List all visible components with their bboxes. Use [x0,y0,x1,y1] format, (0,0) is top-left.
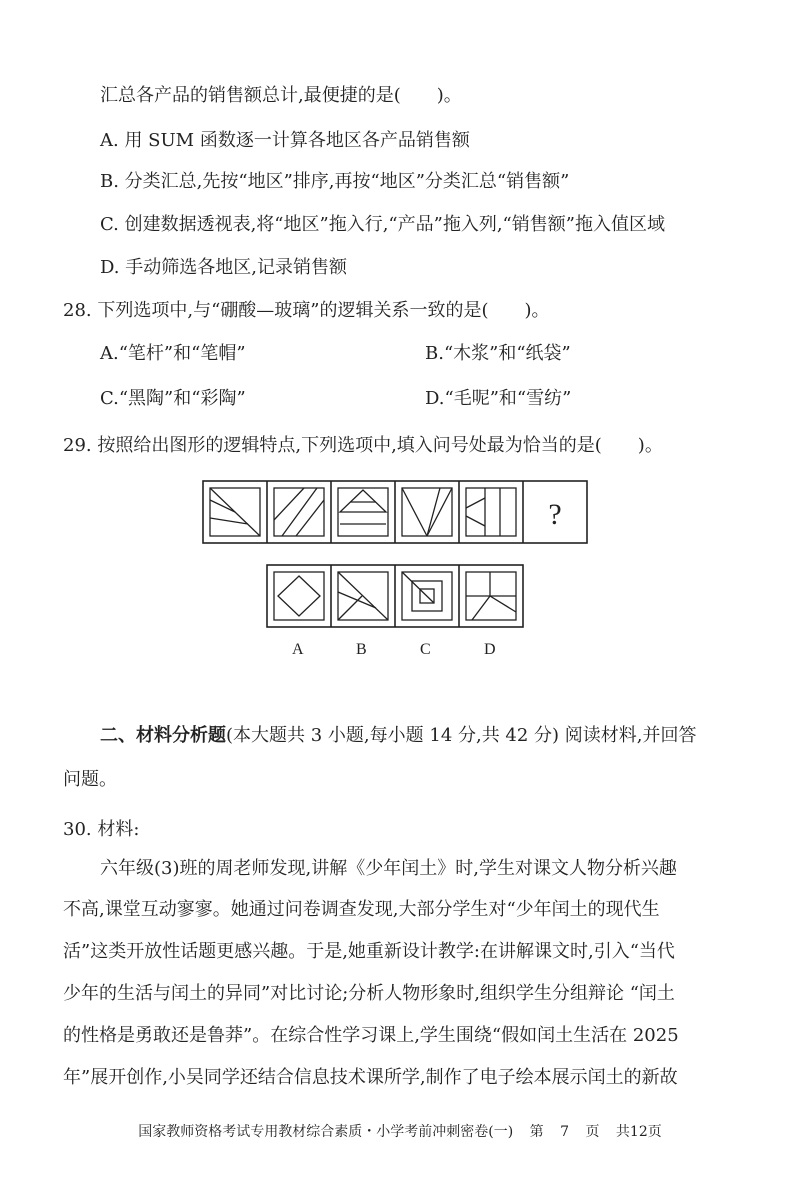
q28-option-c: C.“黑陶”和“彩陶” [100,388,246,409]
q30-paragraph-line-2: 不高,课堂互动寥寥。她通过问卷调查发现,大部分学生对“少年闰土的现代生 [63,899,660,920]
footer-page-number: 7 [560,1124,570,1140]
q28-option-d: D.“毛呢”和“雪纺” [425,388,572,409]
q28-option-b: B.“木浆”和“纸袋” [425,343,571,364]
q28-option-a: A.“笔杆”和“笔帽” [100,343,246,364]
section-heading-desc: (本大题共 3 小题,每小题 14 分,共 42 分) 阅读材料,并回答 [226,725,697,746]
sequence-figure-5 [466,488,516,536]
option-label-a: A [292,641,304,658]
q27-stem-tail: 汇总各产品的销售额总计,最便捷的是( )。 [100,85,462,106]
q27-option-c: C. 创建数据透视表,将“地区”拖入行,“产品”拖入列,“销售额”拖入值区域 [100,214,665,235]
option-label-b: B [356,641,367,658]
q29-figure-sequence [200,478,600,548]
q30-label: 30. 材料: [63,819,140,840]
sequence-figure-4 [402,488,452,536]
q28-stem: 28. 下列选项中,与“硼酸—玻璃”的逻辑关系一致的是( )。 [63,300,550,321]
section-heading-cont: 问题。 [63,769,117,790]
q29-answer-options [264,562,536,632]
q30-paragraph-line-5: 的性格是勇敢还是鲁莽”。在综合性学习课上,学生围绕“假如闰土生活在 2025 [63,1025,679,1046]
option-figure-c [402,572,452,620]
footer-page-prefix: 第 [529,1124,544,1140]
q27-option-b: B. 分类汇总,先按“地区”排序,再按“地区”分类汇总“销售额” [100,171,570,192]
q30-paragraph-line-3: 活”这类开放性话题更感兴趣。于是,她重新设计教学:在讲解课文时,引入“当代 [63,941,675,962]
q27-option-d: D. 手动筛选各地区,记录销售额 [100,257,347,278]
question-mark: ? [548,498,562,531]
footer-page-mid: 页 [585,1124,600,1140]
option-figure-b [338,572,388,620]
section-heading [100,722,697,750]
q30-paragraph-line-6: 年”展开创作,小吴同学还结合信息技术课所学,制作了电子绘本展示闰土的新故 [63,1067,678,1088]
sequence-figure-1 [210,488,260,536]
option-label-d: D [484,641,496,658]
q27-option-a: A. 用 SUM 函数逐一计算各地区各产品销售额 [100,130,470,151]
footer-total-pages: 共12页 [615,1124,662,1140]
sequence-figure-2 [274,488,324,536]
page-footer [0,1122,800,1142]
option-figure-a [274,572,324,620]
q30-paragraph-line-4: 少年的生活与闰土的异同”对比讨论;分析人物形象时,组织学生分组辩论 “闰土 [63,983,675,1004]
sequence-figure-3 [338,488,388,536]
section-heading-title: 二、材料分析题 [100,725,226,746]
footer-title: 国家教师资格考试专用教材综合素质・小学考前冲刺密卷(一) [138,1124,514,1140]
option-label-c: C [420,641,431,658]
option-figure-d [466,572,516,620]
q29-stem: 29. 按照给出图形的逻辑特点,下列选项中,填入问号处最为恰当的是( )。 [63,435,663,456]
q30-paragraph-line-1: 六年级(3)班的周老师发现,讲解《少年闰土》时,学生对课文人物分析兴趣 [100,858,677,879]
